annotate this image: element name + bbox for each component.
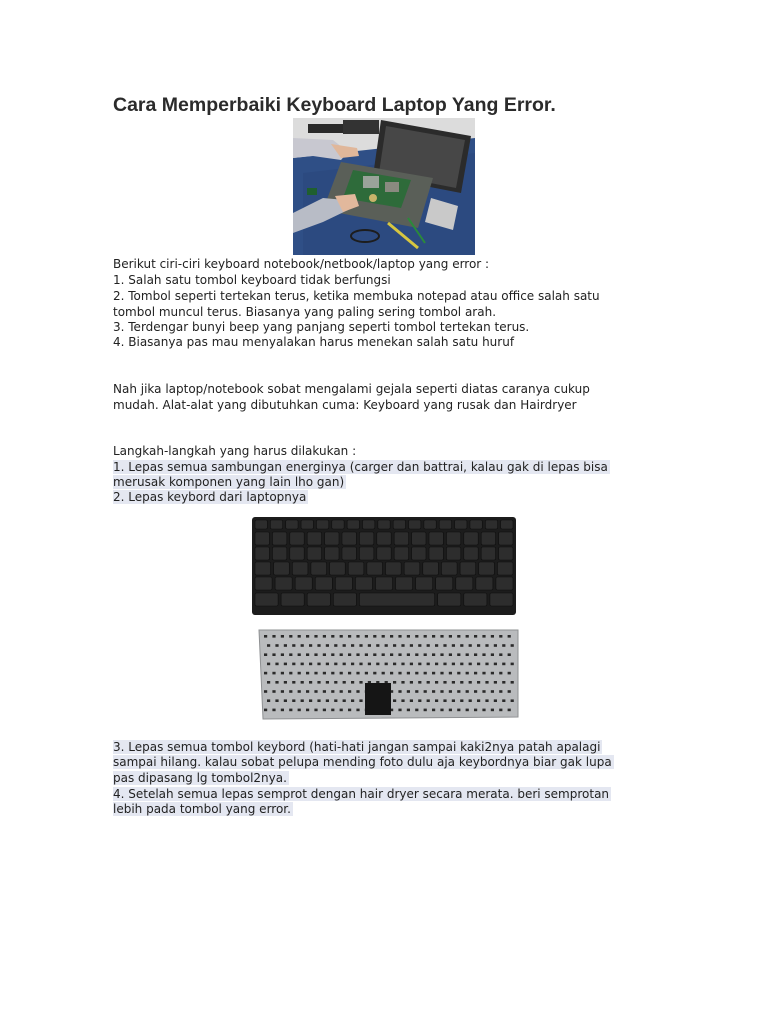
step-text: 3. Lepas semua tombol keybord (hati-hati jangan sampai kaki2nya patah apalagi — [113, 740, 601, 754]
keyboard-photo — [250, 513, 518, 619]
steps-heading: Langkah-langkah yang harus dilakukan : — [113, 444, 357, 458]
step-text: sampai hilang. kalau sobat pelupa mending foto dulu aja keybordnya biar gak lupa — [113, 755, 612, 769]
step-line — [113, 739, 602, 755]
intro-line: tombol muncul terus. Biasanya yang paling sering tombol arah. — [113, 305, 497, 319]
intro-line: 3. Terdengar bunyi beep yang panjang seperti tombol tertekan terus. — [113, 320, 530, 334]
intro-heading: Berikut ciri-ciri keyboard notebook/netbook/laptop yang error : — [113, 257, 490, 271]
intro-line: 2. Tombol seperti tertekan terus, ketika membuka notepad atau office salah satu — [113, 289, 600, 303]
step-line — [113, 459, 610, 475]
step-line — [113, 474, 346, 490]
step-text: 1. Lepas semua sambungan energinya (carger dan battrai, kalau gak di lepas bisa — [113, 460, 608, 474]
intro-line: 4. Biasanya pas mau menyalakan harus menekan salah satu huruf — [113, 335, 515, 349]
step-line — [113, 770, 289, 786]
laptop-repair-photo — [293, 118, 475, 255]
step-text: 2. Lepas keybord dari laptopnya — [113, 490, 307, 504]
step-line — [113, 754, 614, 770]
intro-line: 1. Salah satu tombol keyboard tidak berfungsi — [113, 273, 391, 287]
step-text: 4. Setelah semua lepas semprot dengan hair dryer secara merata. beri semprotan — [113, 787, 610, 801]
step-line — [113, 786, 611, 802]
document-title: Cara Memperbaiki Keyboard Laptop Yang Error. — [113, 94, 556, 116]
step-text: lebih pada tombol yang error. — [113, 802, 291, 816]
step-line — [113, 801, 293, 817]
step-text: merusak komponen yang lain lho gan) — [113, 475, 345, 489]
paragraph-line: Nah jika laptop/notebook sobat mengalami gejala seperti diatas caranya cukup — [113, 382, 590, 396]
paragraph-line: mudah. Alat-alat yang dibutuhkan cuma: Keyboard yang rusak dan Hairdryer — [113, 398, 577, 412]
keyboard-without-keys-photo — [255, 627, 520, 722]
step-line — [113, 489, 308, 505]
step-text: pas dipasang lg tombol2nya. — [113, 771, 287, 785]
